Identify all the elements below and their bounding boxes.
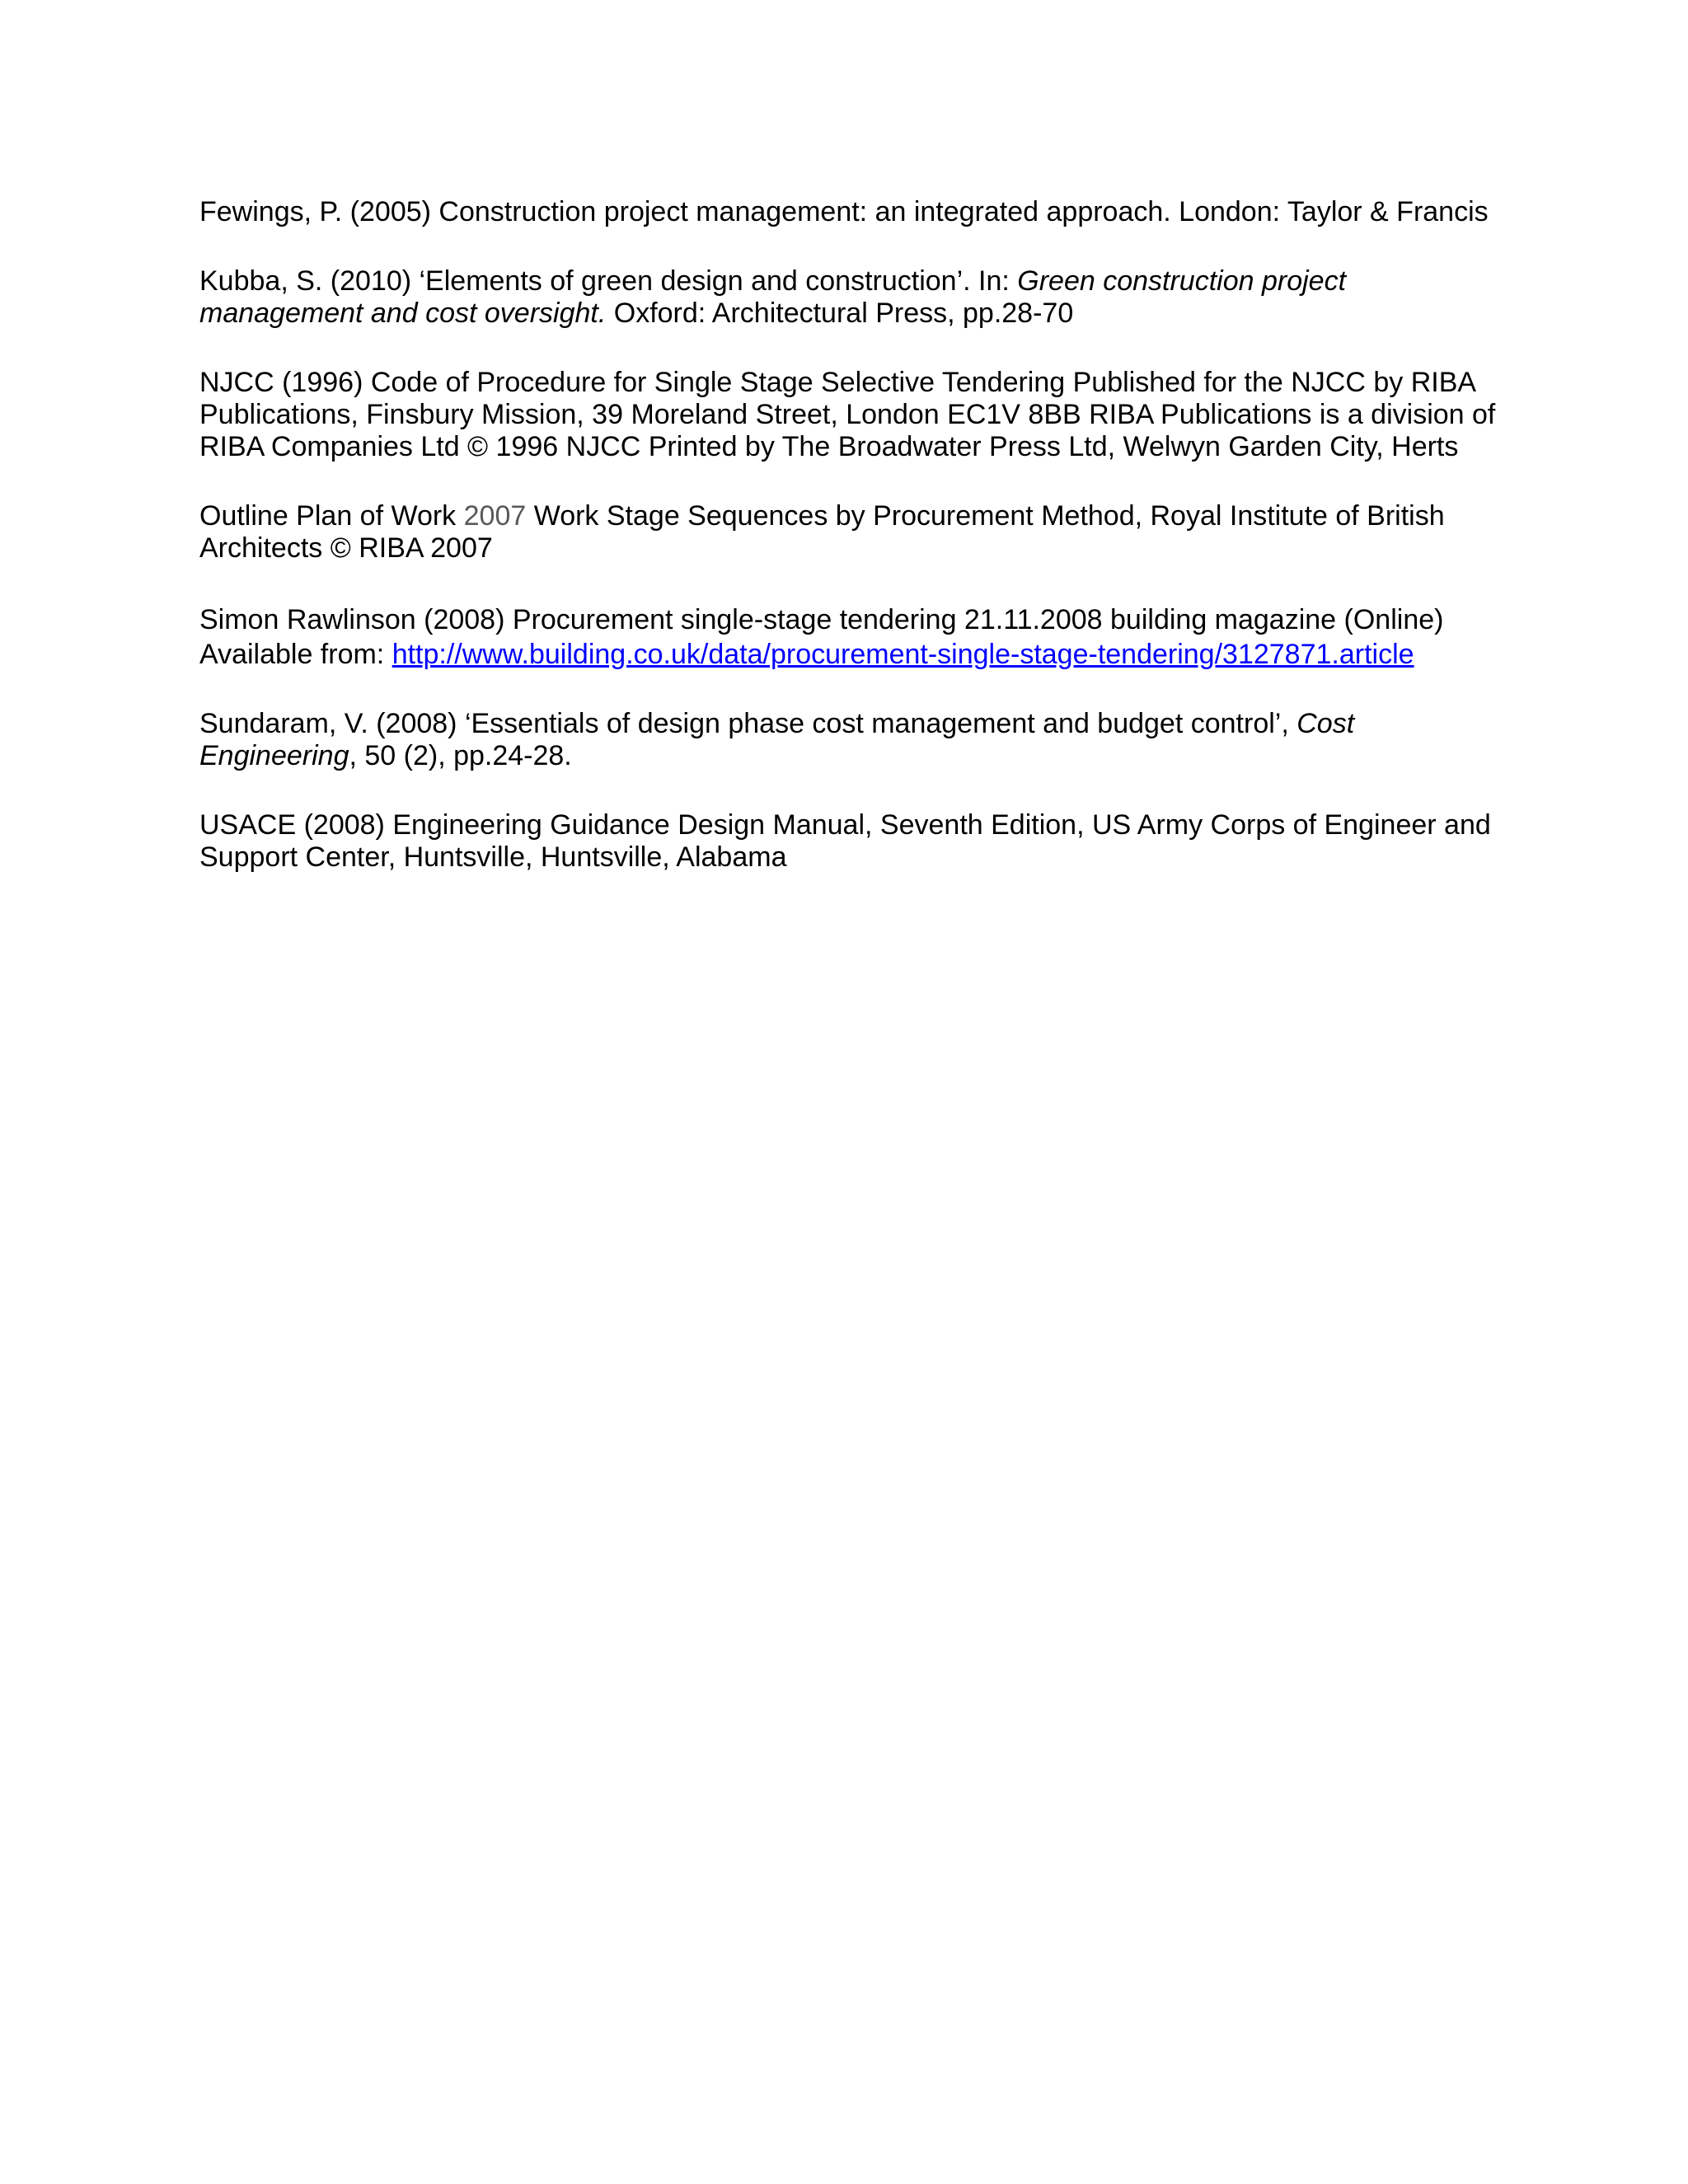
- reference-sundaram-journal-cont: Engineering: [199, 740, 349, 771]
- reference-kubba-book-title-cont: management and cost oversight.: [199, 298, 607, 329]
- reference-sundaram: [199, 708, 1535, 772]
- reference-kubba: [199, 265, 1535, 330]
- reference-sundaram-volume: , 50 (2), pp.24-28.: [349, 740, 572, 771]
- reference-usace-line-1: USACE (2008) Engineering Guidance Design Manual, Seventh Edition, US Army Corps of Engineer and: [199, 809, 1491, 841]
- reference-sundaram-line-2: [199, 740, 1535, 772]
- reference-sundaram-journal: Cost: [1296, 708, 1355, 739]
- reference-kubba-text: Kubba, S. (2010) ‘Elements of green design and construction’. In:: [199, 265, 1018, 297]
- reference-outline-line-1: [199, 500, 1535, 532]
- reference-list: [199, 196, 1535, 906]
- reference-njcc-line-3: RIBA Companies Ltd © 1996 NJCC Printed by The Broadwater Press Ltd, Welwyn Garden City, Herts: [199, 431, 1459, 462]
- reference-njcc-line-2: Publications, Finsbury Mission, 39 Moreland Street, London EC1V 8BB RIBA Publications is a division of: [199, 399, 1496, 430]
- reference-fewings: [199, 196, 1535, 228]
- reference-njcc: [199, 367, 1535, 463]
- reference-outline-plan: [199, 500, 1535, 565]
- reference-kubba-book-title: Green construction project: [1017, 265, 1347, 297]
- reference-usace: [199, 809, 1535, 874]
- reference-njcc-line-1: NJCC (1996) Code of Procedure for Single Stage Selective Tendering Published for the NJCC by RIBA: [199, 367, 1477, 398]
- reference-kubba-publisher: Oxford: Architectural Press, pp.28-70: [606, 298, 1074, 329]
- reference-outline-text: Work Stage Sequences by Procurement Method, Royal Institute of British: [526, 500, 1445, 532]
- reference-outline-title: Outline Plan of Work: [199, 500, 464, 532]
- reference-outline-line-2: Architects © RIBA 2007: [199, 532, 493, 564]
- reference-sundaram-line-1: [199, 708, 1535, 740]
- reference-rawlinson-line-1: Simon Rawlinson (2008) Procurement single-stage tendering 21.11.2008 building magazine (Online): [199, 604, 1444, 635]
- reference-kubba-line-1: [199, 265, 1535, 298]
- reference-usace-line-2: Support Center, Huntsville, Huntsville, Alabama: [199, 841, 787, 873]
- reference-rawlinson-available: Available from:: [199, 639, 392, 670]
- reference-rawlinson: [199, 602, 1535, 671]
- reference-kubba-line-2: [199, 298, 1535, 330]
- reference-sundaram-text: Sundaram, V. (2008) ‘Essentials of design phase cost management and budget control’,: [199, 708, 1297, 739]
- reference-outline-year: 2007: [463, 500, 527, 532]
- reference-fewings-line-1: Fewings, P. (2005) Construction project management: an integrated approach. London: Taylor & Francis: [199, 196, 1489, 227]
- reference-rawlinson-link[interactable]: http://www.building.co.uk/data/procurement-single-stage-tendering/3127871.article: [392, 639, 1414, 670]
- reference-rawlinson-line-2: [199, 639, 1535, 671]
